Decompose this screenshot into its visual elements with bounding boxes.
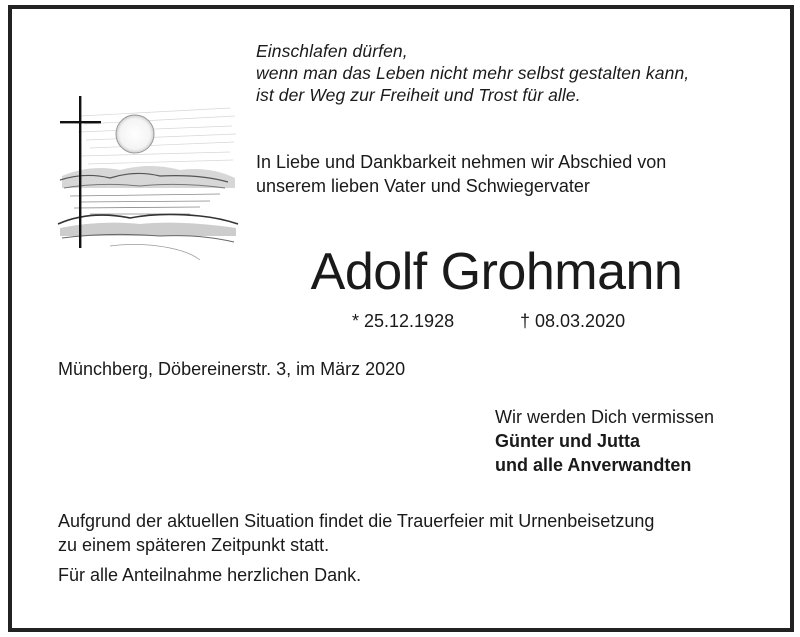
thanks-line: Für alle Anteilnahme herzlichen Dank. bbox=[58, 565, 362, 585]
place-and-date: Münchberg, Döbereinerstr. 3, im März 2020 bbox=[58, 359, 406, 379]
intro-line: In Liebe und Dankbarkeit nehmen wir Abschied von bbox=[256, 152, 667, 172]
poem bbox=[256, 40, 689, 106]
signature-relatives: und alle Anverwandten bbox=[495, 455, 692, 475]
signature-names: Günter und Jutta bbox=[495, 431, 640, 451]
funeral-notice bbox=[58, 509, 654, 587]
signature-line: Wir werden Dich vermissen bbox=[495, 407, 715, 427]
notice-line: Aufgrund der aktuellen Situation findet die Trauerfeier mit Urnenbeisetzung bbox=[58, 511, 655, 531]
poem-line: ist der Weg zur Freiheit und Trost für alle. bbox=[256, 85, 581, 105]
notice-line: zu einem späteren Zeitpunkt statt. bbox=[58, 535, 330, 555]
intro-line: unserem lieben Vater und Schwiegervater bbox=[256, 176, 590, 196]
birth-date: * 25.12.1928 bbox=[352, 311, 455, 331]
poem-line: wenn man das Leben nicht mehr selbst gestalten kann, bbox=[256, 63, 690, 83]
signature-block bbox=[495, 405, 714, 477]
deceased-name: Adolf Grohmann bbox=[310, 243, 683, 301]
poem-line: Einschlafen dürfen, bbox=[256, 41, 408, 61]
death-date: † 08.03.2020 bbox=[520, 311, 626, 331]
intro-text bbox=[256, 150, 666, 198]
